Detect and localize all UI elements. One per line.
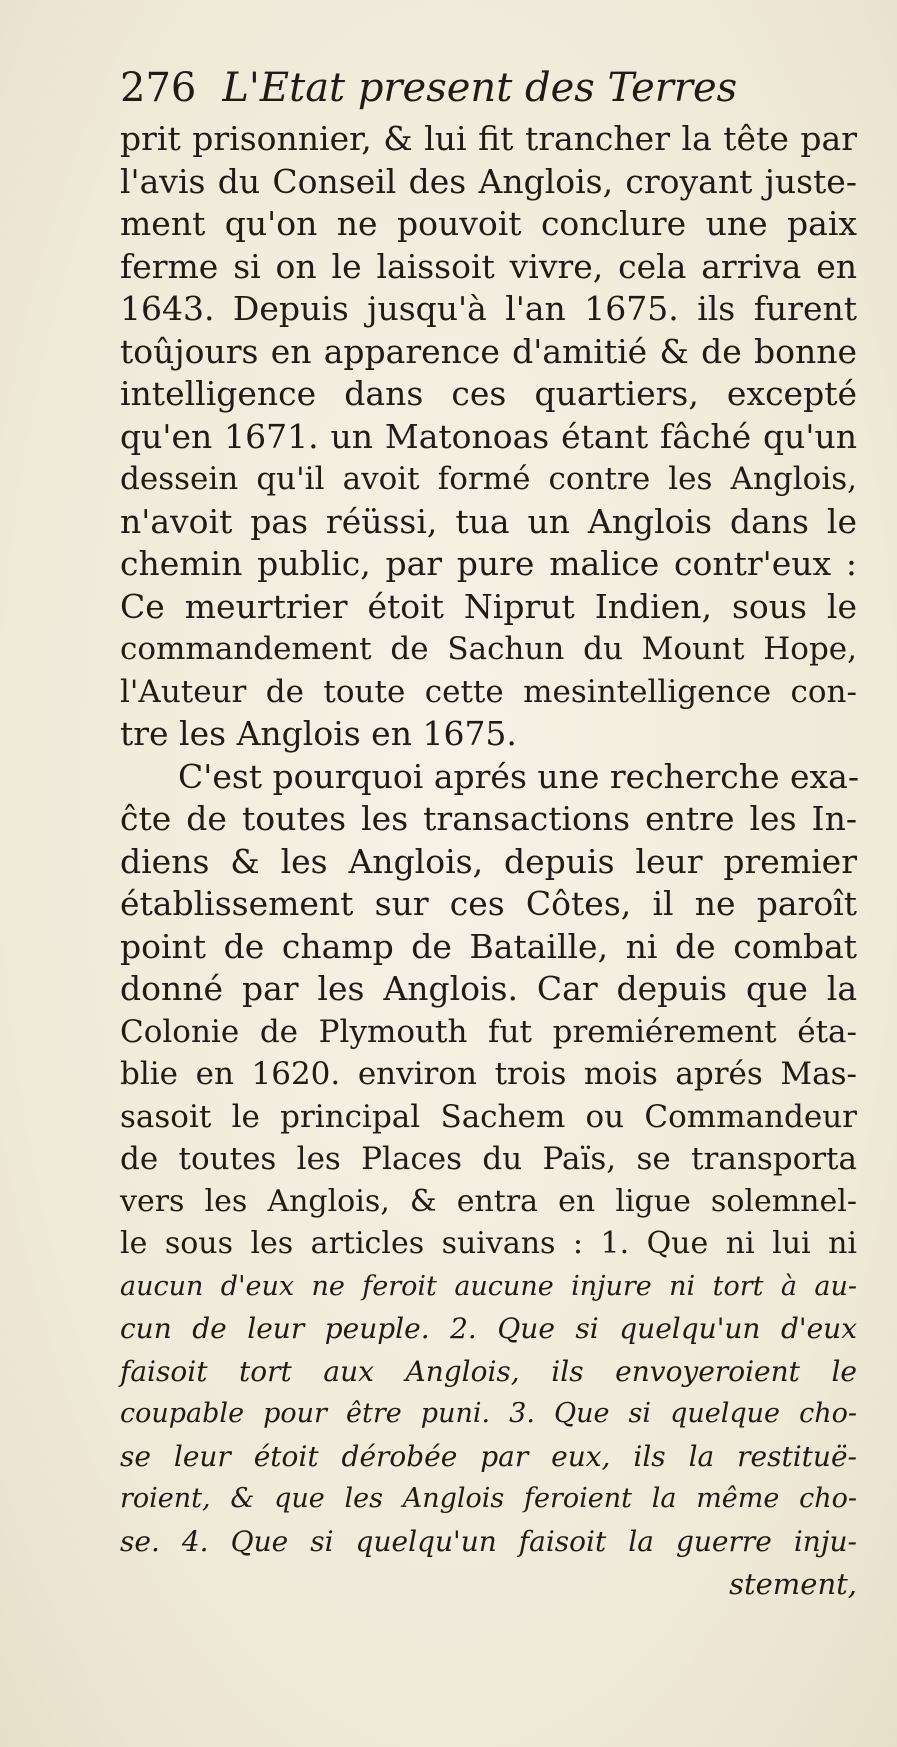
text-line: ment qu'on ne pouvoit conclure une paix <box>120 204 857 243</box>
text-line: sasoit le principal Sachem ou Commandeur <box>120 1098 857 1135</box>
text-line: Colonie de Plymouth fut premiérement éta- <box>120 1013 857 1050</box>
text-line: de toutes les Places du Païs, se transporta <box>120 1141 857 1177</box>
text-line: toûjours en apparence d'amitié & de bonne <box>120 331 857 371</box>
text-line: prit prisonnier, & lui fit trancher la tête par <box>120 119 857 158</box>
text-line: l'Auteur de toute cette mesintelligence con- <box>120 673 857 710</box>
text-line: coupable pour être puni. 3. Que si quelque cho- <box>120 1398 857 1429</box>
text-line: cun de leur peuple. 2. Que si quelqu'un d'eux <box>120 1312 857 1345</box>
text-line: chemin public, par pure malice contr'eux : <box>120 544 857 583</box>
text-line: l'avis du Conseil des Anglois, croyant juste- <box>120 161 857 201</box>
text-line: commandement de Sachun du Mount Hope, <box>120 631 857 667</box>
body-text <box>120 118 857 1606</box>
text-line: tre les Anglois en 1675. <box>120 714 517 753</box>
running-title: L'Etat present des Terres <box>222 65 738 111</box>
text-line: diens & les Anglois, depuis leur premier <box>120 841 857 881</box>
page-number: 276 <box>120 65 197 111</box>
text-line: dessein qu'il avoit formé contre les Anglois, <box>120 461 857 497</box>
text-line: établissement sur ces Côtes, il ne paroît <box>120 884 857 923</box>
text-line: se. 4. Que si quelqu'un faisoit la guerre inju- <box>120 1524 857 1558</box>
text-line: C'est pourquoi aprés une recherche exa- <box>178 756 859 796</box>
text-line: le sous les articles suivans : 1. Que ni lui ni <box>120 1226 857 1261</box>
text-line: Ce meurtrier étoit Niprut Indien, sous le <box>120 586 857 626</box>
text-line: ĉte de toutes les transactions entre les In- <box>120 799 857 838</box>
page-header <box>120 65 738 111</box>
text-line: aucun d'eux ne feroit aucune injure ni tort à au- <box>120 1270 857 1302</box>
text-line: roient, & que les Anglois feroient la même cho- <box>120 1483 857 1514</box>
text-line: donné par les Anglois. Car depuis que la <box>120 969 857 1008</box>
text-line: blie en 1620. environ trois mois aprés Mas- <box>120 1056 857 1092</box>
text-line: point de champ de Bataille, ni de combat <box>120 926 857 966</box>
text-line: se leur étoit dérobée par eux, ils la restituë- <box>120 1439 857 1473</box>
text-line: faisoit tort aux Anglois, ils envoyeroient le <box>120 1354 857 1388</box>
text-line: intelligence dans ces quartiers, excepté <box>120 374 857 413</box>
text-line: vers les Anglois, & entra en ligue solemnel- <box>120 1183 857 1219</box>
text-line: n'avoit pas réüssi, tua un Anglois dans le <box>120 501 857 541</box>
text-line: ferme si on le laissoit vivre, cela arriva en <box>120 246 857 286</box>
text-line: qu'en 1671. un Matonoas étant fâché qu'un <box>120 416 857 456</box>
catchword: stement, <box>729 1567 857 1601</box>
text-line: 1643. Depuis jusqu'à l'an 1675. ils furent <box>120 289 857 328</box>
